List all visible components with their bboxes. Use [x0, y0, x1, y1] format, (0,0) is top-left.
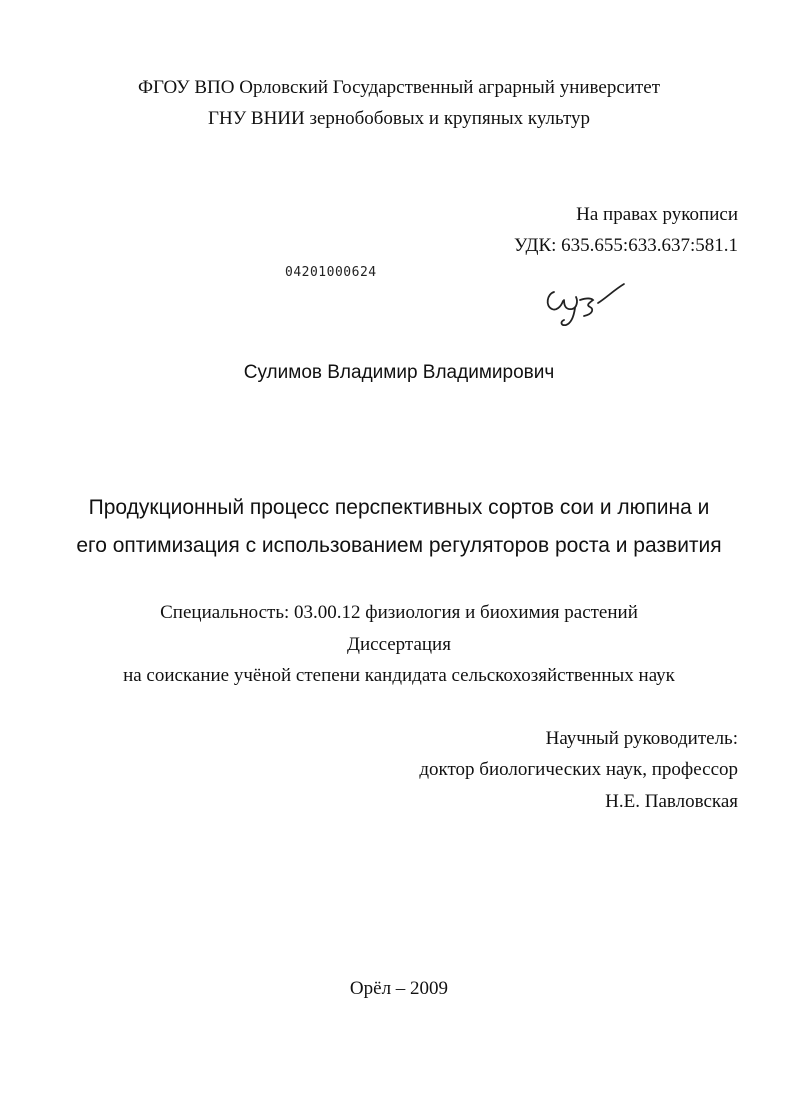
registration-number-stamp: 04201000624	[285, 265, 377, 280]
work-type: Диссертация	[347, 634, 451, 655]
dissertation-title-line-1: Продукционный процесс перспективных сортов сои и люпина и	[88, 496, 710, 519]
signature-icon	[536, 280, 628, 326]
supervisor-label: Научный руководитель:	[545, 728, 738, 749]
supervisor-credentials: доктор биологических наук, профессор	[419, 759, 738, 780]
place-and-year: Орёл – 2009	[349, 978, 449, 999]
institution-line-2: ГНУ ВНИИ зернобобовых и крупяных культур	[207, 108, 590, 129]
degree-line: на соискание учёной степени кандидата сельскохозяйственных наук	[123, 665, 675, 686]
manuscript-rights: На правах рукописи	[576, 204, 738, 225]
udk-code: УДК: 635.655:633.637:581.1	[513, 235, 738, 256]
author-name: Сулимов Владимир Владимирович	[243, 362, 555, 383]
specialty: Специальность: 03.00.12 физиология и биохимия растений	[160, 602, 638, 623]
institution-line-1: ФГОУ ВПО Орловский Государственный аграрный университет	[137, 77, 660, 98]
dissertation-title-line-2: его оптимизация с использованием регуляторов роста и развития	[76, 534, 722, 557]
supervisor-name: Н.Е. Павловская	[605, 791, 738, 812]
